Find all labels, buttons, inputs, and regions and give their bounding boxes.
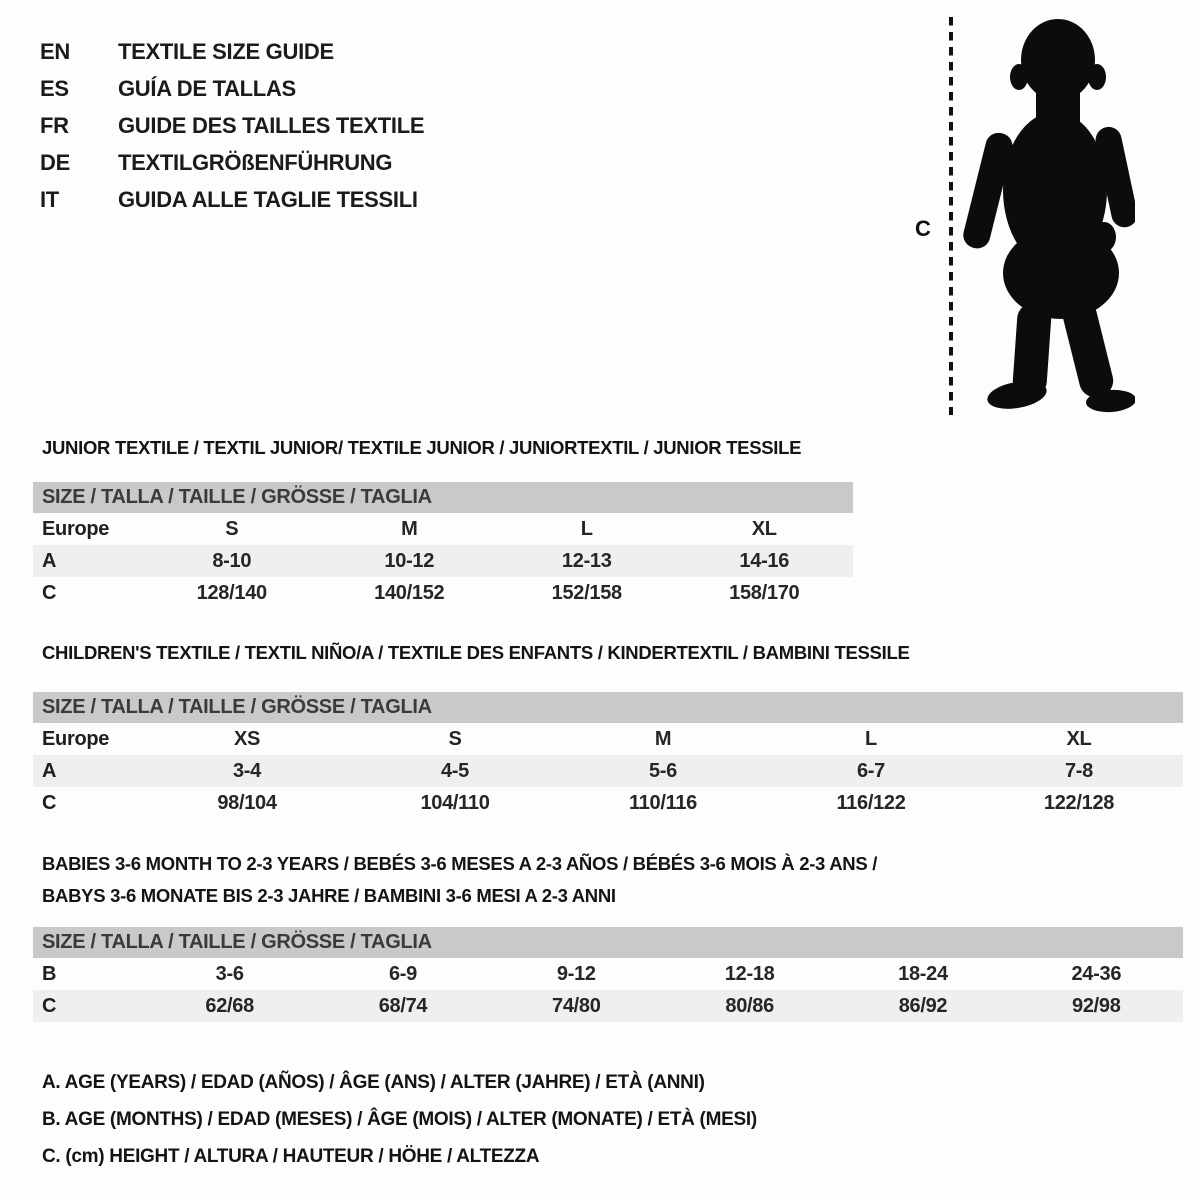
table-cell: 152/158: [551, 581, 622, 604]
row-label: B: [42, 962, 57, 985]
table-cell: 92/98: [1072, 994, 1121, 1017]
table-cell: S: [448, 727, 462, 750]
children-size-header-bar: SIZE / TALLA / TAILLE / GRÖSSE / TAGLIA: [33, 692, 1183, 723]
legend-line-a: A. AGE (YEARS) / EDAD (AÑOS) / ÂGE (ANS) / ALTER (JAHRE) / ETÀ (ANNI): [42, 1072, 705, 1093]
guide-title: TEXTILGRÖßENFÜHRUNG: [118, 150, 393, 175]
table-row: [33, 787, 1183, 819]
table-cell: 12-18: [724, 962, 775, 985]
language-row: [40, 107, 424, 144]
babies-size-header-bar: SIZE / TALLA / TAILLE / GRÖSSE / TAGLIA: [33, 927, 1183, 958]
baby-silhouette-icon: [963, 15, 1135, 415]
table-cell: 140/152: [374, 581, 445, 604]
legend-line-b: B. AGE (MONTHS) / EDAD (MESES) / ÂGE (MOIS) / ALTER (MONATE) / ETÀ (MESI): [42, 1109, 757, 1130]
babies-title-line2: BABYS 3-6 MONATE BIS 2-3 JAHRE / BAMBINI 3-6 MESI A 2-3 ANNI: [42, 885, 616, 906]
row-label: Europe: [42, 727, 110, 750]
language-code: ES: [40, 76, 69, 101]
table-cell: 18-24: [898, 962, 948, 985]
table-cell: M: [401, 517, 418, 540]
children-size-table: [33, 723, 1183, 819]
table-cell: 9-12: [556, 962, 596, 985]
table-cell: 122/128: [1043, 791, 1115, 814]
junior-section-title: JUNIOR TEXTILE / TEXTIL JUNIOR/ TEXTILE JUNIOR / JUNIORTEXTIL / JUNIOR TESSILE: [42, 437, 802, 458]
guide-title: TEXTILE SIZE GUIDE: [118, 39, 334, 64]
junior-size-header-bar: SIZE / TALLA / TAILLE / GRÖSSE / TAGLIA: [33, 482, 853, 513]
row-label: A: [42, 549, 57, 572]
table-cell: 3-4: [232, 759, 261, 782]
table-cell: 4-5: [440, 759, 469, 782]
table-cell: 5-6: [648, 759, 677, 782]
table-cell: 6-7: [856, 759, 885, 782]
height-measure-label: C: [915, 216, 931, 241]
table-cell: 110/116: [629, 791, 697, 814]
table-cell: M: [654, 727, 672, 750]
measurement-legend: [42, 1064, 757, 1175]
language-code: EN: [40, 39, 70, 64]
table-cell: 12-13: [561, 549, 612, 572]
table-cell: 80/86: [725, 994, 774, 1017]
table-row: [33, 577, 853, 609]
table-row: [33, 990, 1183, 1022]
babies-section-title: [42, 848, 877, 912]
children-section-title: CHILDREN'S TEXTILE / TEXTIL NIÑO/A / TEXTILE DES ENFANTS / KINDERTEXTIL / BAMBINI TESSILE: [42, 642, 910, 663]
table-cell: 116/122: [836, 791, 906, 814]
table-cell: L: [865, 727, 877, 750]
row-label: C: [42, 791, 57, 814]
table-cell: XL: [1066, 727, 1092, 750]
table-row: [33, 723, 1183, 755]
row-label: A: [42, 759, 57, 782]
language-row: [40, 70, 424, 107]
height-dashed-line: [948, 17, 954, 415]
table-cell: 74/80: [552, 994, 601, 1017]
table-cell: 68/74: [378, 994, 428, 1017]
table-cell: 104/110: [420, 791, 490, 814]
table-row: [33, 513, 853, 545]
language-row: [40, 33, 424, 70]
table-cell: 7-8: [1064, 759, 1093, 782]
language-row: [40, 181, 424, 218]
guide-title: GUIDA ALLE TAGLIE TESSILI: [118, 187, 418, 212]
row-label: C: [42, 581, 57, 604]
language-title-list: [40, 33, 424, 218]
table-cell: 128/140: [196, 581, 267, 604]
table-cell: S: [225, 517, 239, 540]
table-cell: 14-16: [739, 549, 790, 572]
legend-line-c: C. (cm) HEIGHT / ALTURA / HAUTEUR / HÖHE / ALTEZZA: [42, 1146, 540, 1167]
language-code: FR: [40, 113, 69, 138]
table-row: [33, 755, 1183, 787]
table-cell: 3-6: [215, 962, 244, 985]
babies-size-table: [33, 958, 1183, 1022]
language-code: DE: [40, 150, 70, 175]
babies-title-line1: BABIES 3-6 MONTH TO 2-3 YEARS / BEBÉS 3-6 MESES A 2-3 AÑOS / BÉBÉS 3-6 MOIS À 2-3 ANS /: [42, 853, 878, 874]
table-cell: XS: [233, 727, 261, 750]
table-cell: 10-12: [384, 549, 435, 572]
table-cell: 24-36: [1071, 962, 1122, 985]
language-code: IT: [40, 187, 59, 212]
table-cell: L: [580, 517, 593, 540]
guide-title: GUIDE DES TAILLES TEXTILE: [118, 113, 425, 138]
table-cell: 98/104: [217, 791, 277, 814]
guide-title: GUÍA DE TALLAS: [118, 76, 296, 101]
table-cell: 62/68: [205, 994, 254, 1017]
language-row: [40, 144, 424, 181]
row-label: C: [42, 994, 57, 1017]
table-row: [33, 545, 853, 577]
table-cell: XL: [751, 517, 777, 540]
junior-size-table: [33, 513, 853, 609]
table-cell: 158/170: [729, 581, 800, 604]
table-cell: 6-9: [388, 962, 417, 985]
table-row: [33, 958, 1183, 990]
row-label: Europe: [42, 517, 110, 540]
table-cell: 86/92: [898, 994, 948, 1017]
table-cell: 8-10: [212, 549, 252, 572]
